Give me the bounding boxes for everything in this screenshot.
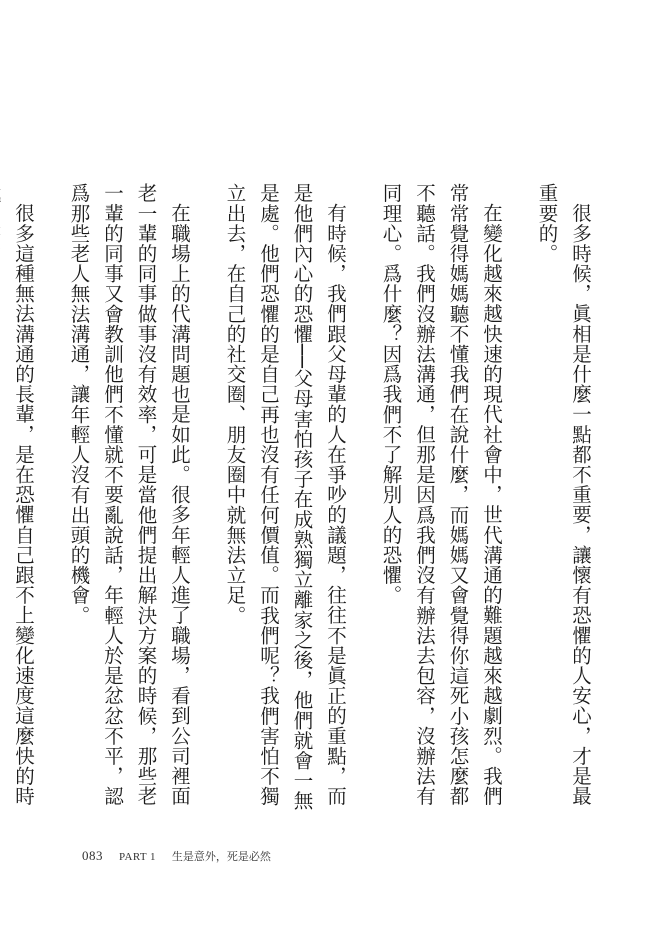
vertical-text-body (0, 183, 597, 813)
paragraph-spacer (40, 183, 62, 813)
paragraph-1: 很多時候，眞相是什麼一點都不重要，讓懷有恐懼的人安心，才是最重要的。 (535, 183, 592, 806)
paragraph-spacer (508, 183, 530, 813)
page-number: 083 (82, 848, 103, 863)
paragraph-5: 很多這種無法溝通的長輩，是在恐懼自己跟不上變化速度這麼快的時 (12, 202, 35, 806)
paragraph-4: 在職場上的代溝問題也是如此。很多年輕人進了職場，看到公司裡面老一輩的同事做事沒有效率，可是當他們提出解決方案的時候，那些老一輩的同事又會教訓他們不懂就不要亂說話，年輕人於是忿忿不平，認爲那些老人無法溝通，讓年輕人沒有出頭的機會。 (67, 183, 191, 807)
paragraph-2: 在變化越來越快速的現代社會中，世代溝通的難題越來越劇烈。我們常常覺得媽媽聽不懂我們在說什麼，而媽媽又會覺得你這死小孩怎麼都不聽話。我們沒辦法溝通，但那是因爲我們沒有辦法去包容，沒辦法有同理心。爲什麼？因爲我們不了解別人的恐懼。 (379, 183, 503, 807)
part-label: PART 1 (119, 851, 156, 863)
paragraph-spacer (352, 183, 374, 813)
chapter-title: 生是意外，死是必然 (171, 850, 271, 863)
paragraph-3: 有時候，我們跟父母輩的人在爭吵的議題，往往不是眞正的重點，而是他們內心的恐懼──父母害怕孩子在成熟獨立離家之後，他們就會一無是處。他們恐懼的是自己再也沒有任何價值。而我們呢？我們害怕不獨立出去，在自己的社交圈、朋友圈中就無法立足。 (223, 183, 347, 811)
page-footer (82, 848, 271, 864)
paragraph-spacer (196, 183, 218, 813)
